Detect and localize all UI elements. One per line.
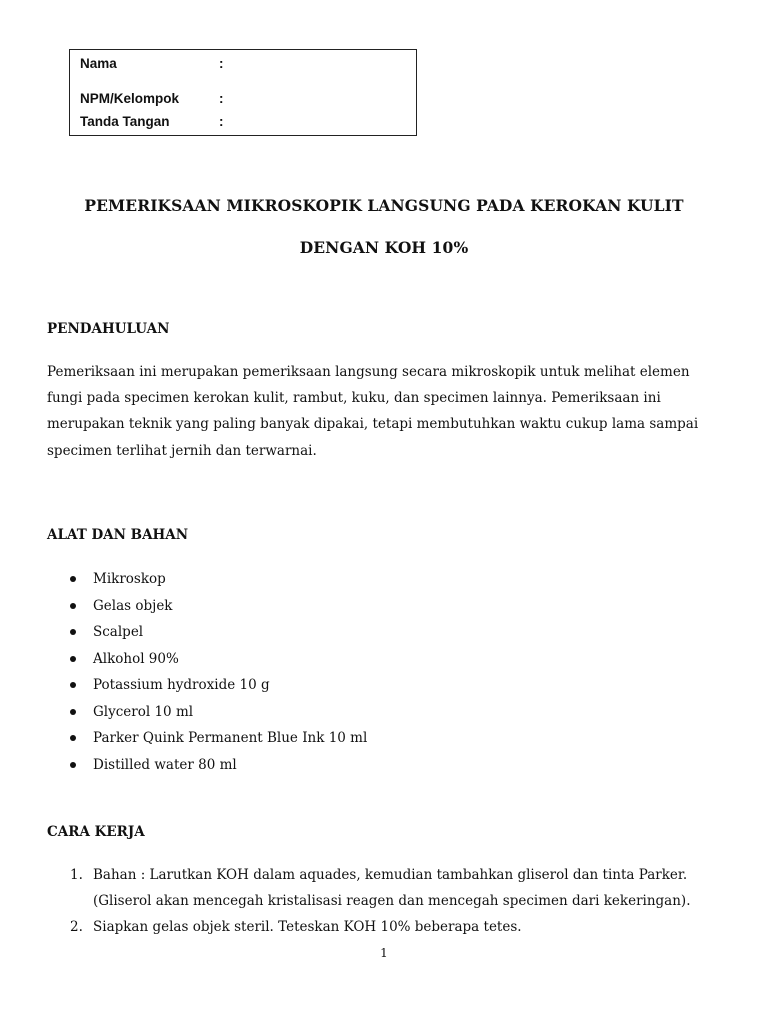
materials-list — [0, 566, 367, 778]
signature-row — [80, 114, 224, 129]
signature-label: Tanda Tangan — [80, 114, 170, 129]
bullet-icon — [70, 576, 76, 582]
list-item — [0, 646, 367, 673]
list-item — [0, 619, 367, 646]
bullet-icon — [70, 603, 76, 609]
list-item-text: Scalpel — [93, 624, 144, 640]
list-item — [0, 566, 367, 593]
list-item — [0, 725, 367, 752]
list-item-text: Potassium hydroxide 10 g — [93, 677, 270, 693]
list-item-text: Distilled water 80 ml — [93, 756, 237, 773]
name-label: Nama — [80, 56, 117, 71]
list-item — [0, 752, 367, 779]
name-separator: : — [219, 56, 224, 71]
list-item — [0, 862, 768, 914]
bullet-icon — [70, 682, 76, 688]
bullet-icon — [70, 629, 76, 635]
step-text: Bahan : Larutkan KOH dalam aquades, kemudian tambahkan gliserol dan tinta Parker. (Gliserol akan mencegah kristalisasi reagen dan mencegah specimen dari kekeringan). — [93, 867, 691, 909]
page-number: 1 — [380, 946, 388, 960]
bullet-icon — [70, 709, 76, 715]
procedure-list — [0, 862, 768, 940]
list-item-text: Mikroskop — [93, 571, 166, 587]
bullet-icon — [70, 735, 76, 741]
list-item — [0, 593, 367, 620]
identity-box — [69, 49, 417, 136]
materials-heading: ALAT DAN BAHAN — [47, 527, 189, 543]
step-number: 1. — [70, 867, 83, 883]
signature-separator: : — [219, 114, 224, 129]
list-item-text: Gelas objek — [93, 597, 173, 614]
list-item-text: Parker Quink Permanent Blue Ink 10 ml — [93, 730, 368, 746]
list-item — [0, 699, 367, 726]
list-item — [0, 672, 367, 699]
document-title-line1: PEMERIKSAAN MIKROSKOPIK LANGSUNG PADA KEROKAN KULIT — [84, 196, 684, 215]
step-text: Siapkan gelas objek steril. Teteskan KOH 10% beberapa tetes. — [93, 919, 522, 935]
bullet-icon — [70, 656, 76, 662]
introduction-heading: PENDAHULUAN — [47, 321, 170, 337]
step-number: 2. — [70, 919, 83, 935]
npm-separator: : — [219, 91, 224, 106]
npm-label: NPM/Kelompok — [80, 91, 180, 106]
list-item — [0, 914, 768, 940]
bullet-icon — [70, 762, 76, 768]
list-item-text: Alkohol 90% — [93, 650, 179, 667]
procedure-heading: CARA KERJA — [47, 824, 145, 840]
npm-row — [80, 91, 224, 106]
name-row — [80, 56, 224, 71]
list-item-text: Glycerol 10 ml — [93, 703, 194, 720]
introduction-paragraph: Pemeriksaan ini merupakan pemeriksaan langsung secara mikroskopik untuk melihat elemen fungi pada specimen kerokan kulit, rambut, kuku, dan specimen lainnya. Pemeriksaan ini merupakan teknik yang paling banyak dipakai, tetapi membutuhkan waktu cukup lama sampai specimen terlihat jernih dan terwarnai. — [47, 364, 699, 459]
document-title-line2: DENGAN KOH 10% — [299, 238, 469, 257]
